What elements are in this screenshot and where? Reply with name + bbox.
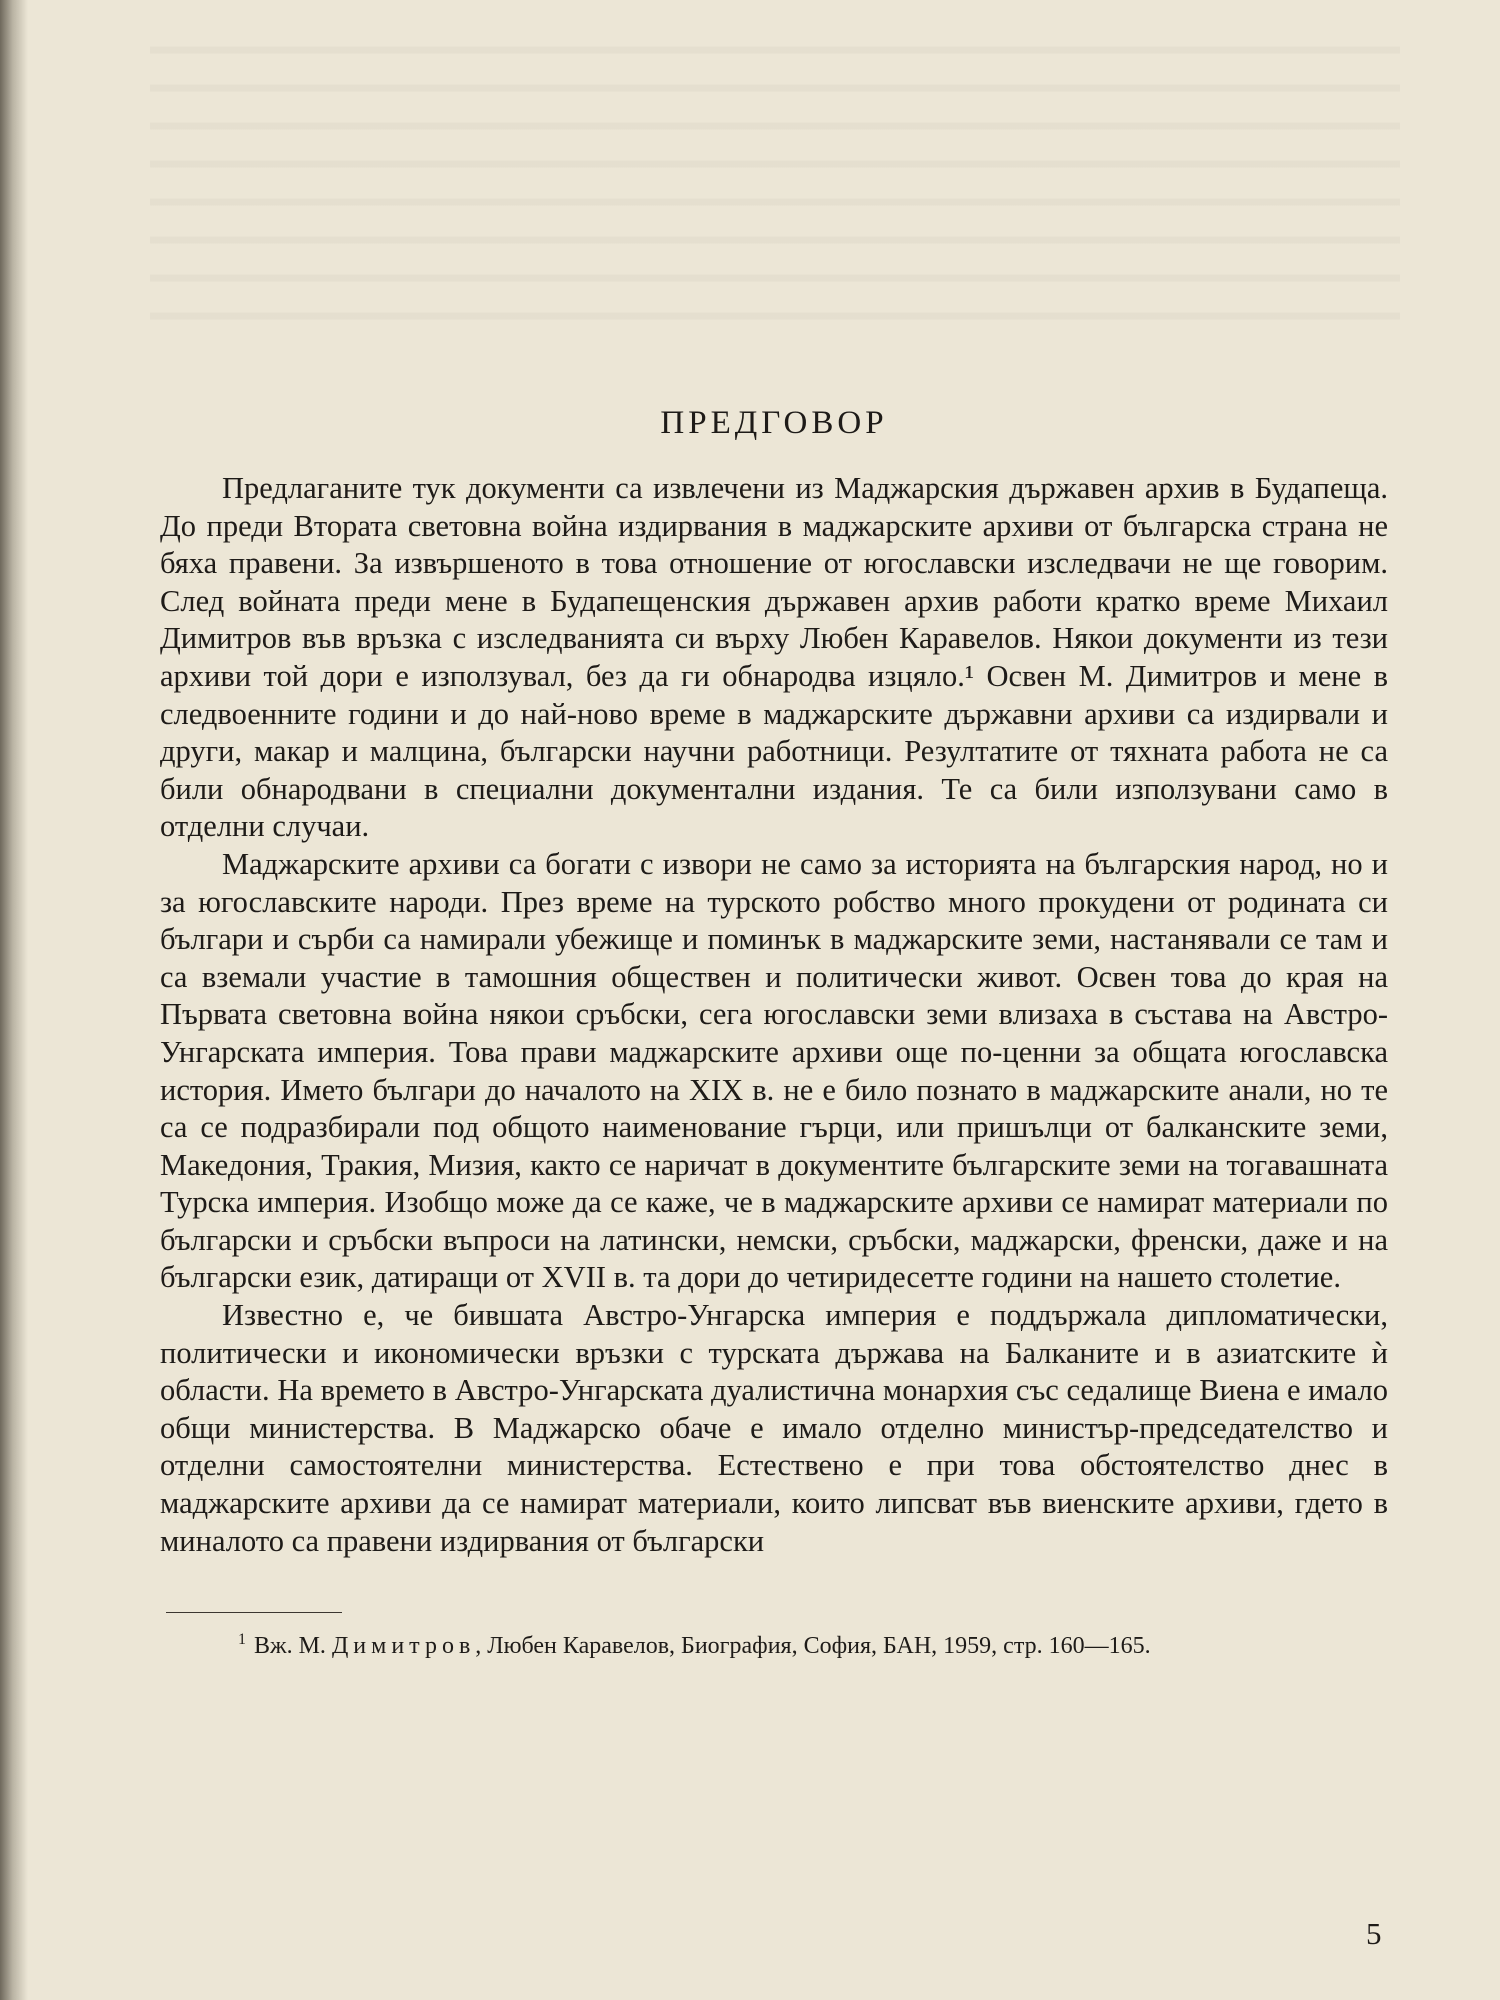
show-through-text bbox=[150, 20, 1400, 350]
page-content bbox=[160, 405, 1388, 1661]
body-paragraph: Маджарските архиви са богати с извори не само за историята на българския народ, но и за югославските народи. През време на турското робство много прокудени от родината си българи и сърби са намирали убежище и поминък в маджарските земи, настанявали се там и са вземали участие в тамошния обществен и политически живот. Освен това до края на Първата световна война някои сръбски, сега югославски земи влизаха в състава на Австро-Унгарската империя. Това прави маджарските архиви още по-ценни за общата югославска история. Името българи до началото на XIX в. не е било познато в маджарските анали, но те са се подразбирали под общото наименование гърци, или пришълци от балканските земи, Македония, Тракия, Мизия, както се наричат в документите българските земи на тогавашната Турска империя. Изобщо може да се каже, че в маджарските архиви се намират материали по български и сръбски въпроси на латински, немски, сръбски, маджарски, френски, даже и на български език, датиращи от XVII в. та дори до четиридесетте години на нашето столетие. bbox=[160, 846, 1388, 1295]
body-paragraph: Предлаганите тук документи са извлечени из Маджарския държавен архив в Будапеща. До преди Втората световна война издирвания в маджарските архиви от българска страна не бяха правени. За извършеното в това отношение от югославски изследвачи не ще говорим. След войната преди мене в Будапещенския държавен архив работи кратко време Михаил Димитров във връзка с изследванията си върху Любен Каравелов. Някои документи из тези архиви той дори е използувал, без да ги обнародва изцяло.¹ Освен М. Димитров и мене в следвоенните години и до най-ново време в маджарските държавни архиви са издирвали и други, макар и малцина, български научни работници. Резултатите от тяхната работа не са били обнародвани в специални документални издания. Те са били използувани само в отделни случаи. bbox=[160, 471, 1388, 844]
page-number: 5 bbox=[1366, 1916, 1382, 1951]
book-spine-shadow bbox=[0, 0, 28, 2000]
footnote bbox=[160, 1625, 1388, 1661]
footnote-separator bbox=[166, 1612, 342, 1613]
footnote-author: Димитров bbox=[331, 1633, 476, 1660]
footnote-prefix: Вж. М. bbox=[254, 1633, 326, 1660]
footnote-text: , Любен Каравелов, Биография, София, БАН, 1959, стр. 160—165. bbox=[475, 1633, 1151, 1660]
page-heading: ПРЕДГОВОР bbox=[660, 405, 888, 441]
footnote-mark: 1 bbox=[238, 1631, 246, 1649]
body-paragraph: Известно е, че бившата Австро-Унгарска империя е поддържала дипломатически, политически и икономически връзки с турската държава на Балканите и в азиатските ѝ области. На времето в Австро-Унгарската дуалистична монархия със седалище Виена е имало общи министерства. В Маджарско обаче е имало отделно министър-председателство и отделни самостоятелни министерства. Естествено е при това обстоятелство днес в маджарските архиви да се намират материали, които липсват във виенските архиви, гдето в миналото са правени издирвания от български bbox=[160, 1298, 1388, 1558]
